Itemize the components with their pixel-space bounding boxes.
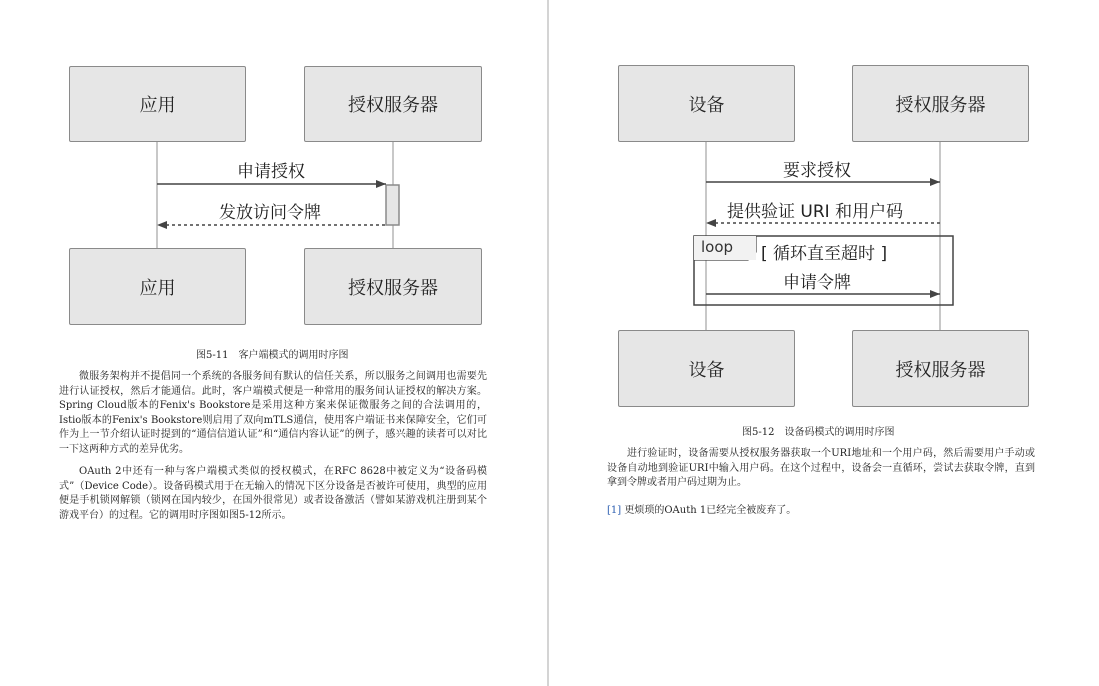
box-device-top: 设备 xyxy=(618,65,795,142)
paragraph: 微服务架构并不提倡同一个系统的各服务间有默认的信任关系，所以服务之间调用也需要先进行认证授权，然后才能通信。此时，客户端模式便是一种常用的服务间认证授权的解决方案。Spring Cloud版本的Fenix's Bookstore是采用这种方案来保证微服务之间的合法调用的，Istio版本的Fenix's Bookstore则启用了双向mTLS通信，使用客户端证书来保障安全，它们可作为上一节介绍认证时提到的“通信信道认证”和“通信内容认证”的例子，感兴趣的读者可以对比一下这两种方式的差异优劣。 xyxy=(59,371,487,455)
loop-condition: [ 循环直至超时 ] xyxy=(761,244,888,264)
box-device-bottom: 设备 xyxy=(618,330,795,407)
loop-tag: loop xyxy=(694,236,756,260)
msg-require-auth: 要求授权 xyxy=(783,161,851,181)
msg-request-token: 申请令牌 xyxy=(783,273,851,293)
response-arrow-head xyxy=(706,219,716,227)
paragraph: 进行验证时，设备需要从授权服务器获取一个URI地址和一个用户码，然后需要用户手动或设备自动地到验证URI中输入用户码。在这个过程中，设备会一直循环，尝试去获取令牌，直到拿到令牌或者用户码过期为止。 xyxy=(607,448,1035,489)
msg-provide-uri-code: 提供验证 URI 和用户码 xyxy=(727,202,904,222)
footnote-ref-link[interactable]: [1] xyxy=(607,505,622,516)
box-auth-server-top: 授权服务器 xyxy=(304,66,482,142)
right-page xyxy=(549,0,1099,686)
figure-caption: 图5-12 设备码模式的调用时序图 xyxy=(742,427,895,438)
box-auth-server-bottom: 授权服务器 xyxy=(852,330,1029,407)
footnote xyxy=(607,501,796,516)
response-arrow-head xyxy=(157,221,167,229)
figure-caption: 图5-11 客户端模式的调用时序图 xyxy=(196,350,349,361)
msg-request-auth: 申请授权 xyxy=(237,162,305,182)
box-auth-server-bottom: 授权服务器 xyxy=(304,248,482,325)
footnote-text: 更烦琐的OAuth 1已经完全被废弃了。 xyxy=(621,505,797,516)
paragraph: OAuth 2中还有一种与客户端模式类似的授权模式，在RFC 8628中被定义为“设备码模式”（Device Code）。设备码模式用于在无输入的情况下区分设备是否被许可使用，典型的应用便是手机锁网解锁（锁网在国内较少，在国外很常见）或者设备激活（譬如某游戏机注册到某个游戏平台）的过程。它的调用时序图如图5-12所示。 xyxy=(59,466,487,521)
token-request-arrow-head xyxy=(930,290,940,298)
left-page xyxy=(0,0,547,686)
box-app-top: 应用 xyxy=(69,66,246,142)
box-app-bottom: 应用 xyxy=(69,248,246,325)
msg-issue-token: 发放访问令牌 xyxy=(219,203,321,223)
activation-bar xyxy=(386,185,399,225)
box-auth-server-top: 授权服务器 xyxy=(852,65,1029,142)
request-arrow-head xyxy=(930,178,940,186)
request-arrow-head xyxy=(376,180,386,188)
